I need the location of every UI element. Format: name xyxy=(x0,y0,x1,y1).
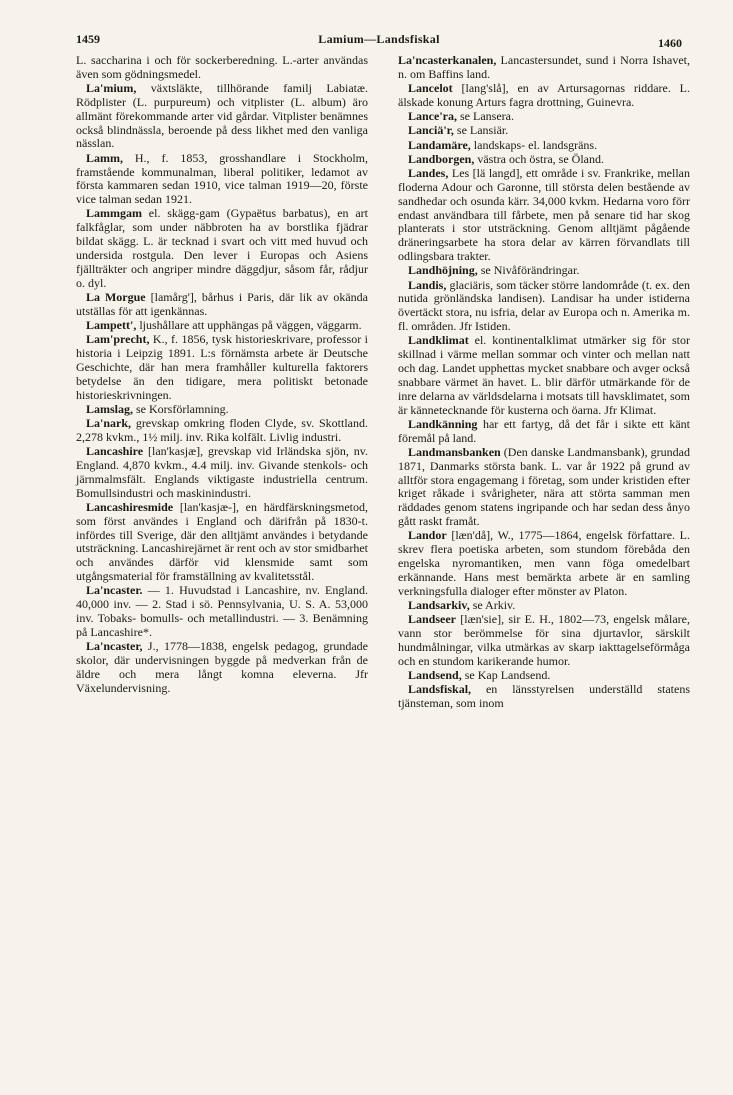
entry-headword: La'ncaster. xyxy=(86,583,143,598)
entry-text: J., 1778—1838, engelsk pedagog, grundade skolor, där undervisningen byggde på medverkan från de äldre och mera långt komna eleverna. Jfr Växelundervisning. xyxy=(76,639,368,695)
entry xyxy=(76,445,368,500)
entry-text: [lan'kasjæ-], en härdfärskningsmetod, som först användes i England och därifrån på 1830-t. infördes till Sverige, där den alltjämt användes i betydande utsträckning. Lancashirejärnet är rent och av stor smidbarhet och användes därför vid klensmide samt som utgångsmaterial för framställning av kvalitetsstål. xyxy=(76,499,368,584)
entry-headword: Landor xyxy=(408,528,447,543)
entry xyxy=(398,110,690,124)
entry-text: en länsstyrelsen underställd statens tjänsteman, som inom xyxy=(398,682,690,711)
entry xyxy=(76,333,368,402)
entry xyxy=(76,417,368,445)
entry xyxy=(76,584,368,639)
entry xyxy=(398,279,690,334)
entry xyxy=(398,669,690,683)
entry-headword: Landmansbanken xyxy=(408,444,501,459)
entry-headword: Lance'ra, xyxy=(408,109,457,124)
entry-text: se Arkiv. xyxy=(469,597,516,612)
entry-text: el. skägg-gam (Gypaëtus barbatus), en art falkfåglar, som under näbbroten ha av borstlika fjädrar bildat skägg. L. är tecknad i svart och vitt med huvud och undersida rostgula. Den lever i Europas och Asiens fjällträkter och angriper mindre däggdjur, såsom får, rådjur o. dyl. xyxy=(76,206,368,290)
entry-text: [læn'sie], sir E. H., 1802—73, engelsk målare, vann stor berömmelse för sina djurtavlor, särskilt hundmålningar, vilka utmärkas av skarp iakttagelseförmåga och en stundom karikerande humor. xyxy=(398,612,690,668)
entry xyxy=(76,501,368,584)
entry xyxy=(76,82,368,151)
entry-headword: La'ncaster, xyxy=(86,639,143,654)
entry xyxy=(76,640,368,695)
entry-text: Les [lä langd], ett område i sv. Frankrike, mellan floderna Adour och Garonne, till största delen bestående av sandhedar och osunda kärr. 34,000 kvkm. Hedarna voro förr endast användbara till fårbete, men på senare tid har skog planterats i stor utsträckning. Genom alltjämt pågående dräneringsarbete ha stora delar av kärren förvandlats till odlingsbara trakter. xyxy=(398,166,690,264)
page-number-left: 1459 xyxy=(76,32,100,46)
entry xyxy=(398,418,690,446)
entry xyxy=(398,167,690,264)
entry-text: L. saccharina i och för sockerberedning. L.-arter användas även som gödningsmedel. xyxy=(76,53,368,81)
entry xyxy=(76,207,368,290)
entry-headword: Landkänning xyxy=(408,416,478,431)
entry-headword: Landklimat xyxy=(408,333,469,348)
entry xyxy=(398,124,690,138)
entry xyxy=(398,54,690,82)
entry-headword: Landsarkiv, xyxy=(408,597,470,612)
entry-text: växtsläkte, tillhörande familj Labiatæ. Rödplister (L. purpureum) och vitplister (L. album) äro allmänt förekommande arter vid gårdar. Vitplister benämnes också blindnässla, beroende på dess likhet med den vanliga nässlan. xyxy=(76,81,368,151)
running-title: Lamium—Landsfiskal xyxy=(318,32,440,46)
entry xyxy=(76,403,368,417)
entry-text: grevskap omkring floden Clyde, sv. Skottland. 2,278 kvkm., 1½ milj. inv. Rika kolfält. Livlig industri. xyxy=(76,416,368,444)
entry-headword: La'mium, xyxy=(86,81,137,96)
entry-headword: Lanciä'r, xyxy=(408,123,454,138)
entry xyxy=(76,319,368,333)
right-column xyxy=(398,54,690,711)
entry-text: västra och östra, se Öland. xyxy=(474,151,604,166)
entry-text: (Den danske Landmansbank), grundad 1871, Danmarks största bank. L. var år 1922 på grund av alltför stora engagemang i företag, som under kristiden efter kriget råkade i svårigheter, nära att störta samman men räddades genom statens ingripande och har sedan dess ånyo gått raskt framåt. xyxy=(398,444,690,529)
entry xyxy=(398,264,690,278)
entry-headword: Lancashire xyxy=(86,444,144,459)
entry-text: [lamårg'], bårhus i Paris, där lik av okända utställas för att igenkännas. xyxy=(76,289,368,318)
entry-headword: Lammgam xyxy=(86,206,142,221)
page-header xyxy=(76,32,682,52)
entry xyxy=(76,152,368,207)
entry-text: glaciäris, som täcker större landområde (t. ex. den nutida grönländska landisen). Landisar ha under istiderna övertäckt stora, nu isfria, delar av Europa och n. Amerika m. fl. områden. Jfr Istiden. xyxy=(398,277,690,334)
entry-text: ljushållare att upphängas på väggen, väggarm. xyxy=(136,317,362,332)
entry xyxy=(398,613,690,668)
entry-text: H., f. 1853, grosshandlare i Stockholm, framstående kommunalman, liberal politiker, ledamot av första kammaren sedan 1910, vice talman 1919—20, förste vice talman sedan 1921. xyxy=(76,150,368,207)
entry xyxy=(398,683,690,711)
entry-text: se Korsförlamning. xyxy=(133,401,229,416)
entry-headword: Landborgen, xyxy=(408,151,475,166)
entry-text: [læn'då], W., 1775—1864, engelsk författare. L. skrev flera poetiska arbeten, som stundom förebåda den engelska nyromantiken, men vann föga omedelbart erkännande. Hans mest bemärkta arbete är en samling verkningsfulla dialoger efter mönster av Platon. xyxy=(398,528,690,598)
entry-text: se Nivåförändringar. xyxy=(477,263,580,278)
entry-headword: Lam'precht, xyxy=(86,332,150,347)
entry-headword: Lampett', xyxy=(86,317,137,332)
entry-text: se Lansiär. xyxy=(453,123,509,138)
entry-headword: La Morgue xyxy=(86,289,146,304)
entry-text: el. kontinentalklimat utmärker sig för stor skillnad i värme mellan sommar och vinter och mellan natt och dag. Landet upphettas mycket snabbare och avger också snabbare värmet än havet. L. blir därför utmärkande för de inre delarna av världsdelarna i motsats till havsklimatet, som är kännetecknande för kusterna och öarna. Jfr Klimat. xyxy=(398,333,690,417)
entry xyxy=(398,446,690,529)
entry xyxy=(398,153,690,167)
entry-text: Lancastersundet, sund i Norra Ishavet, n. om Baffins land. xyxy=(398,53,690,81)
entry-text: [lan'kasjæ], grevskap vid Irländska sjön, nv. England. 4,870 kvkm., 4.4 milj. inv. Givande stenkols- och järnmalmsfält. Englands viktigaste industriella centrum. Bomullsindustri och maskinindustri. xyxy=(76,444,368,500)
entry-headword: La'nark, xyxy=(86,416,132,431)
entry-headword: Landseer xyxy=(408,612,456,627)
entry xyxy=(76,54,368,82)
entry-headword: Lancashiresmide xyxy=(86,499,174,514)
entry xyxy=(76,291,368,319)
entry-headword: Lancelot xyxy=(408,81,453,96)
entry-text: se Lansera. xyxy=(457,109,514,124)
entry-headword: Landamäre, xyxy=(408,137,471,152)
entry-headword: Landis, xyxy=(408,277,447,292)
entry-headword: Landhöjning, xyxy=(408,263,478,278)
entry xyxy=(398,334,690,417)
entry-text: [lang'slå], en av Artursagornas riddare. L. älskade konung Arturs fagra drottning, Guinevra. xyxy=(398,81,690,109)
entry xyxy=(398,599,690,613)
entry-headword: La'ncasterkanalen, xyxy=(398,53,497,67)
entry-text: — 1. Huvudstad i Lancashire, nv. England. 40,000 inv. — 2. Stad i sö. Pennsylvania, U. S. A. 53,000 inv. Tobaks- bomulls- och metallindustri. — 3. Benämning på Lancashire*. xyxy=(76,583,368,639)
entry-headword: Landes, xyxy=(408,166,449,181)
entry-text: K., f. 1856, tysk historieskrivare, professor i historia i Leipzig 1891. L:s förnämsta arbete är Deutsche Geschichte, där han mera framhåller kulturella faktorers betydelse än den tidigare, mera politiskt betonade historieskrivningen. xyxy=(76,332,368,402)
entry-text: landskaps- el. landsgräns. xyxy=(470,137,598,152)
left-column xyxy=(76,54,368,696)
page-number-right: 1460 xyxy=(658,36,682,50)
entry-headword: Lamslag, xyxy=(86,401,134,416)
entry-headword: Lamm, xyxy=(86,150,123,165)
entry xyxy=(398,529,690,598)
entry xyxy=(398,139,690,153)
entry-headword: Landsend, xyxy=(408,667,462,682)
entry-text: se Kap Landsend. xyxy=(461,667,551,682)
entry xyxy=(398,82,690,110)
entry-headword: Landsfiskal, xyxy=(408,682,472,697)
entry-text: har ett fartyg, då det får i sikte ett känt föremål på land. xyxy=(398,416,690,445)
